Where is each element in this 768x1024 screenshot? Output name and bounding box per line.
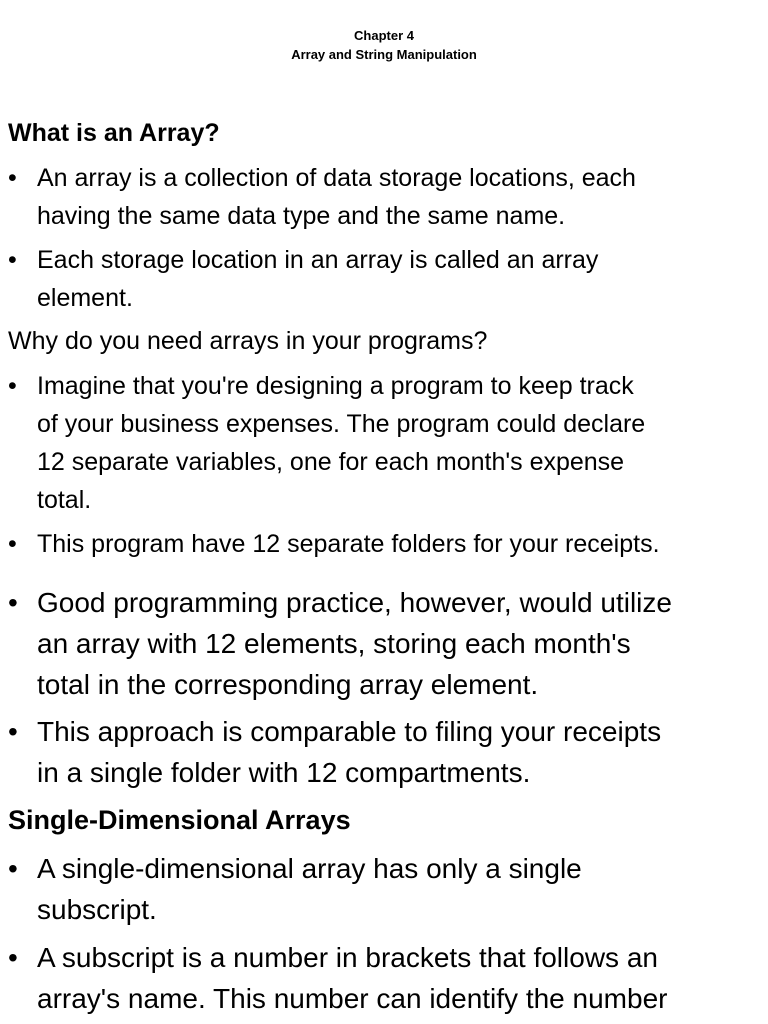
chapter-header (0, 26, 768, 64)
bullet-text-line: in a single folder with 12 compartments. (37, 757, 531, 788)
section-heading-single-dimensional: Single-Dimensional Arrays (8, 805, 351, 835)
bullet-text-line: total in the corresponding array element. (37, 669, 539, 700)
bullet-text-line: total. (37, 486, 92, 514)
chapter-number: Chapter 4 (354, 28, 414, 43)
chapter-title: Array and String Manipulation (291, 47, 477, 62)
bullet-glyph: • (8, 530, 17, 558)
bullet-text-line: element. (37, 284, 133, 312)
bullet-glyph: • (8, 164, 17, 192)
section-question-why-arrays: Why do you need arrays in your programs? (8, 327, 488, 355)
bullet-text-line: subscript. (37, 894, 157, 925)
bullet-glyph: • (8, 246, 17, 274)
bullet-text-line: This approach is comparable to filing your receipts (37, 716, 662, 747)
bullet-text-line: of your business expenses. The program could declare (37, 410, 646, 438)
bullet-text-line: Imagine that you're designing a program to keep track (37, 372, 634, 400)
bullet-text-line: Good programming practice, however, would utilize (37, 587, 672, 618)
section-heading-what-is-array: What is an Array? (8, 119, 220, 147)
bullet-text-line: Each storage location in an array is called an array (37, 246, 599, 274)
bullet-text-line: array's name. This number can identify the number (37, 983, 668, 1014)
bullet-text-line: This program have 12 separate folders for your receipts. (37, 530, 660, 558)
bullet-glyph: • (8, 716, 18, 747)
bullet-text-line: an array with 12 elements, storing each month's (37, 628, 631, 659)
bullet-text-line: A single-dimensional array has only a single (37, 853, 582, 884)
bullet-glyph: • (8, 587, 18, 618)
bullet-glyph: • (8, 372, 17, 400)
bullet-text-line: An array is a collection of data storage locations, each (37, 164, 636, 192)
bullet-text-line: A subscript is a number in brackets that follows an (37, 942, 658, 973)
bullet-text-line: having the same data type and the same name. (37, 202, 566, 230)
bullet-text-line: 12 separate variables, one for each month's expense (37, 448, 625, 476)
bullet-glyph: • (8, 853, 18, 884)
bullet-glyph: • (8, 942, 18, 973)
